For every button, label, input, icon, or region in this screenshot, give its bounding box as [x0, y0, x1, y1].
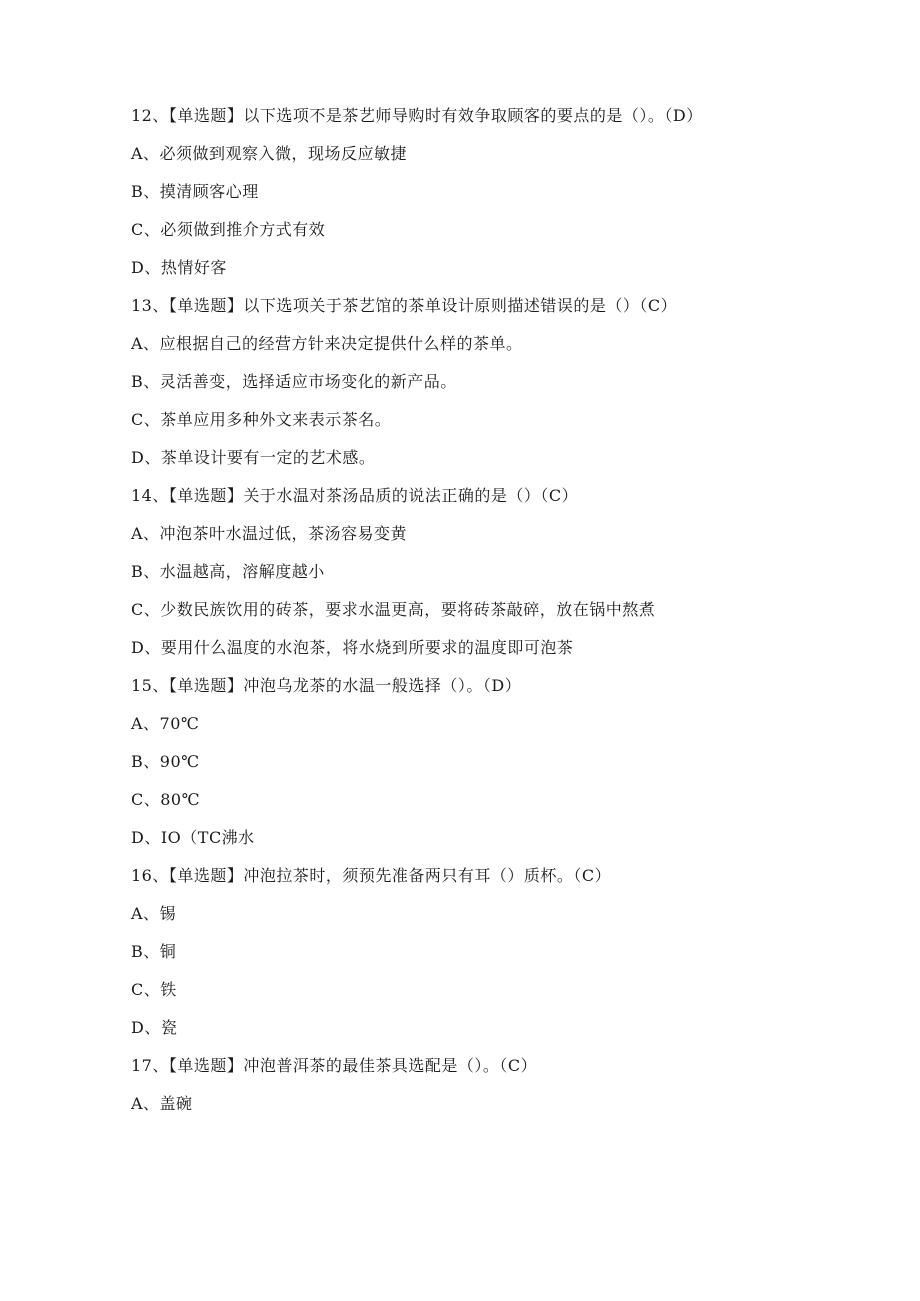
question-15	[131, 674, 771, 850]
option-d: D、要用什么温度的水泡茶，将水烧到所要求的温度即可泡茶	[131, 638, 574, 657]
option-d: D、瓷	[131, 1018, 178, 1037]
option-a: A、应根据自己的经营方针来决定提供什么样的茶单。	[131, 334, 523, 353]
option-a: A、锡	[131, 904, 177, 923]
question-stem: 17、【单选题】冲泡普洱茶的最佳茶具选配是（）。（C）	[131, 1056, 538, 1075]
option-a: A、必须做到观察入微，现场反应敏捷	[131, 144, 408, 163]
option-d: D、IO（TC沸水	[131, 828, 255, 847]
option-d: D、茶单设计要有一定的艺术感。	[131, 448, 376, 467]
option-b: B、水温越高，溶解度越小	[131, 562, 325, 581]
option-c: C、必须做到推介方式有效	[131, 220, 326, 239]
question-stem: 15、【单选题】冲泡乌龙茶的水温一般选择（）。（D）	[131, 676, 522, 695]
option-b: B、铜	[131, 942, 177, 961]
option-b: B、摸清顾客心理	[131, 182, 259, 201]
question-list	[131, 104, 771, 1130]
question-14	[131, 484, 771, 660]
option-c: C、80℃	[131, 790, 201, 809]
question-stem: 16、【单选题】冲泡拉茶时，须预先准备两只有耳（）质杯。（C）	[131, 866, 612, 885]
question-stem: 13、【单选题】以下选项关于茶艺馆的茶单设计原则描述错误的是（）（C）	[131, 296, 678, 315]
question-17	[131, 1054, 771, 1116]
option-c: C、少数民族饮用的砖茶，要求水温更高，要将砖茶敲碎，放在锅中熬煮	[131, 600, 656, 619]
question-stem: 12、【单选题】以下选项不是茶艺师导购时有效争取顾客的要点的是（）。（D）	[131, 106, 703, 125]
question-13	[131, 294, 771, 470]
question-12	[131, 104, 771, 280]
option-c: C、铁	[131, 980, 177, 999]
option-a: A、冲泡茶叶水温过低，茶汤容易变黄	[131, 524, 408, 543]
option-b: B、90℃	[131, 752, 200, 771]
option-d: D、热情好客	[131, 258, 227, 277]
question-16	[131, 864, 771, 1040]
option-a: A、70℃	[131, 714, 200, 733]
option-a: A、盖碗	[131, 1094, 193, 1113]
option-c: C、茶单应用多种外文来表示茶名。	[131, 410, 392, 429]
option-b: B、灵活善变，选择适应市场变化的新产品。	[131, 372, 457, 391]
question-stem: 14、【单选题】关于水温对茶汤品质的说法正确的是（）（C）	[131, 486, 579, 505]
